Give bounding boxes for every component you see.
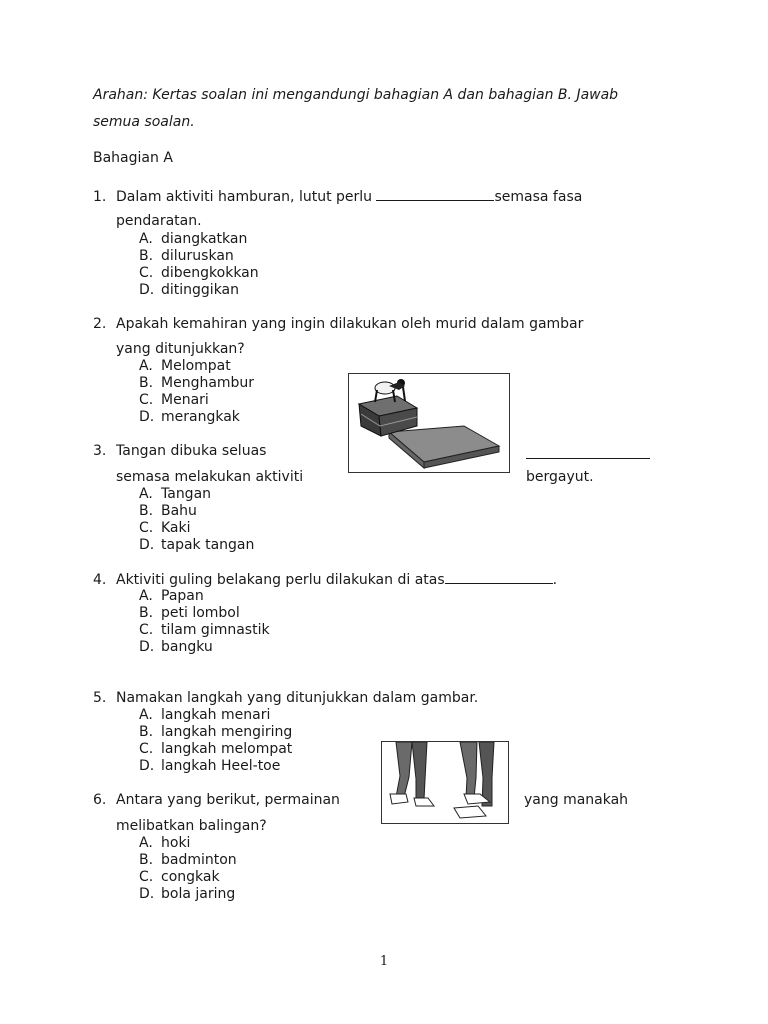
question-2-line-2: yang ditunjukkan? xyxy=(116,341,245,357)
option: A. diangkatkan xyxy=(139,231,248,247)
option: D. langkah Heel-toe xyxy=(139,758,281,774)
question-4-line-1: 4. Aktiviti guling belakang perlu dilakukan di atas . xyxy=(93,572,558,588)
question-text: semasa fasa xyxy=(494,189,583,205)
instructions-line-2: semua soalan. xyxy=(93,114,195,130)
question-number: 4. xyxy=(93,572,107,588)
option: C. tilam gimnastik xyxy=(139,622,270,638)
answer-blank xyxy=(526,446,650,459)
legs-stepping-icon xyxy=(382,742,508,823)
question-text: Dalam aktiviti hamburan, lutut perlu xyxy=(116,189,373,205)
option: D. tapak tangan xyxy=(139,537,255,553)
option: C. dibengkokkan xyxy=(139,265,259,281)
option: B. Menghambur xyxy=(139,375,255,391)
question-5-line-1 xyxy=(93,690,478,706)
page-number: 1 xyxy=(379,954,389,969)
option: A. Tangan xyxy=(139,486,212,502)
option: A. hoki xyxy=(139,835,191,851)
answer-blank xyxy=(376,188,494,201)
option: B. langkah mengiring xyxy=(139,724,293,740)
question-number: 5. xyxy=(93,690,107,706)
option: B. diluruskan xyxy=(139,248,234,264)
option: D. bangku xyxy=(139,639,213,655)
option: A. Papan xyxy=(139,588,204,604)
question-2-line-1 xyxy=(93,316,583,332)
question-1-line-1 xyxy=(93,188,582,205)
option: A. Melompat xyxy=(139,358,231,374)
answer-blank xyxy=(445,571,553,584)
question-number: 2. xyxy=(93,316,107,332)
question-3-line-2-end: bergayut. xyxy=(526,469,594,485)
option: B. peti lombol xyxy=(139,605,240,621)
gymnast-icon xyxy=(349,374,509,472)
question-text: Antara yang berikut, permainan xyxy=(116,792,340,808)
option: B. Bahu xyxy=(139,503,197,519)
question-number: 1. xyxy=(93,189,107,205)
option: C. congkak xyxy=(139,869,220,885)
question-6-line-2: melibatkan balingan? xyxy=(116,818,267,834)
option: C. Kaki xyxy=(139,520,191,536)
question-3-line-1 xyxy=(93,443,266,459)
option: B. badminton xyxy=(139,852,237,868)
question-6-line-1-end: yang manakah xyxy=(524,792,629,808)
question-6-line-1 xyxy=(93,792,340,808)
question-1-line-2: pendaratan. xyxy=(116,213,202,229)
question-number: 3. xyxy=(93,443,107,459)
option: A. langkah menari xyxy=(139,707,271,723)
question-text: Namakan langkah yang ditunjukkan dalam gambar. xyxy=(116,690,479,706)
question-3-line-2: semasa melakukan aktiviti xyxy=(116,469,304,485)
option: C. Menari xyxy=(139,392,209,408)
figure-steps-image xyxy=(381,741,509,824)
question-text: Apakah kemahiran yang ingin dilakukan oleh murid dalam gambar xyxy=(116,316,584,332)
question-number: 6. xyxy=(93,792,107,808)
option: D. ditinggikan xyxy=(139,282,240,298)
figure-vaulting-box-image xyxy=(348,373,510,473)
option: C. langkah melompat xyxy=(139,741,293,757)
section-title: Bahagian A xyxy=(93,150,173,166)
question-text: Tangan dibuka seluas xyxy=(116,443,267,459)
question-text: Aktiviti guling belakang perlu dilakukan di atas xyxy=(116,572,445,588)
option: D. merangkak xyxy=(139,409,240,425)
option: D. bola jaring xyxy=(139,886,236,902)
instructions-line-1: Arahan: Kertas soalan ini mengandungi bahagian A dan bahagian B. Jawab xyxy=(93,87,619,103)
